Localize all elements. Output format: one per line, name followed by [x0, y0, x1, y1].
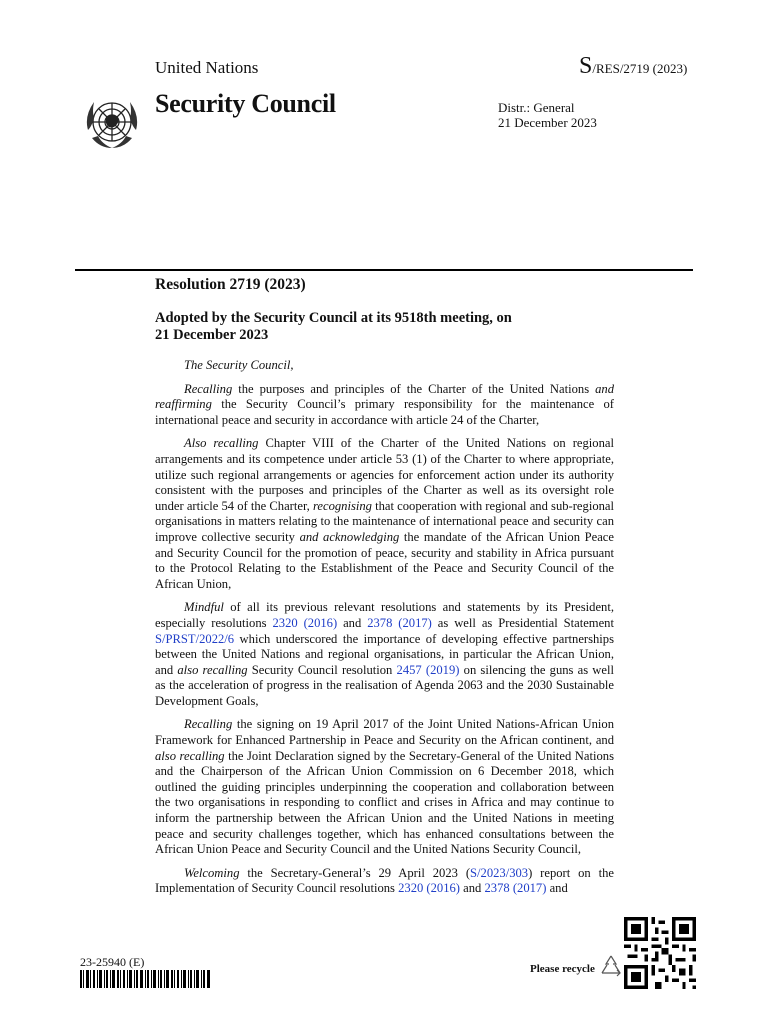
p5-text-1: the Secretary-General’s 29 April 2023 (: [239, 865, 471, 880]
p3-text-3: as well as Presidential Statement: [431, 615, 614, 630]
p5-text-3: and: [460, 881, 485, 896]
p1-italic-1: Recalling: [184, 381, 233, 396]
distribution-info: [498, 100, 597, 130]
link-resolution-2457[interactable]: 2457 (2019): [396, 662, 460, 677]
p2-text-1: Chapter VIII of the Charter of the United Nations on regional arrangements and its competence under article 53 (1) of the Charter to where appropriate, utilize such regional arrangements or agencies for enforcement action under its authority consistent with the purposes and principles of the Charter as well as its oversight role under article 54 of the Charter,: [155, 436, 614, 513]
link-prst-2022-6[interactable]: S/PRST/2022/6: [155, 631, 235, 646]
link-resolution-2378[interactable]: 2378 (2017): [367, 615, 432, 630]
distribution-label: Distr.: General: [498, 100, 575, 115]
recycle-note: Please recycle: [530, 963, 595, 975]
paragraph-2: [155, 436, 614, 592]
link-s-2023-303[interactable]: S/2023/303: [470, 865, 529, 880]
adoption-statement: [155, 310, 575, 344]
p2-text-3: the mandate of the African Union Peace and Security Council for the promotion of peace, security and stability in Africa pursuant to the Protocol Relating to the Establishment of the Peace and Security Council of the African Union,: [155, 529, 614, 591]
un-emblem-icon: [80, 90, 144, 154]
document-symbol: [579, 53, 687, 80]
p3-text-2: and: [337, 615, 368, 630]
p1-text-2: the Security Council’s primary responsibility for the maintenance of international peace and security in accordance with article 24 of the Charter,: [155, 397, 614, 427]
p3-italic-1: Mindful: [184, 600, 224, 615]
document-number: 23-25940 (E): [80, 955, 145, 969]
header-rule: [75, 269, 693, 271]
paragraph-5: [155, 866, 614, 897]
qr-code-icon: [624, 917, 696, 989]
p2-text-2: that cooperation with regional and sub-regional organisations in matters relating to the maintenance of international peace and security can improve collective security: [155, 498, 614, 544]
p4-italic-2: also recalling: [155, 748, 225, 763]
p5-text-2: ) report on the Implementation of Security Council resolutions: [155, 865, 614, 896]
p4-italic-1: Recalling: [184, 717, 233, 732]
p5-text-4: and: [546, 881, 568, 896]
p1-italic-2: and reaffirming: [155, 381, 614, 412]
resolution-title: Resolution 2719 (2023): [155, 276, 306, 293]
paragraph-3: [155, 600, 614, 709]
p1-text-1: the purposes and principles of the Charter of the United Nations: [232, 381, 596, 396]
resolution-body: [155, 358, 614, 905]
p3-text-6: on silencing the guns as well as the acceleration of progress in the realisation of Agenda 2063 and the 2030 Sustainable Development Goals,: [155, 662, 614, 708]
link-resolution-2320[interactable]: 2320 (2016): [272, 615, 338, 630]
p2-italic-2: recognising: [312, 498, 372, 513]
preamble-intro-text: The Security Council,: [184, 358, 294, 372]
preamble-intro: [155, 358, 614, 374]
document-date: 21 December 2023: [498, 115, 597, 130]
paragraph-4: [155, 717, 614, 857]
adoption-line-2: 21 December 2023: [155, 327, 269, 343]
p2-italic-1: Also recalling: [184, 436, 259, 451]
recycle-icon: [598, 953, 624, 979]
p3-text-4: which underscored the importance of developing effective partnerships between the United Nations and regional organisations, in particular the African Union, and: [155, 631, 614, 677]
p3-italic-2: also recalling: [177, 662, 248, 677]
council-title: Security Council: [155, 89, 336, 118]
symbol-series-letter: S: [579, 53, 593, 79]
symbol-number: /RES/2719 (2023): [592, 61, 688, 76]
p5-italic-1: Welcoming: [184, 865, 240, 880]
organization-name: United Nations: [155, 58, 259, 77]
link-resolution-2320-b[interactable]: 2320 (2016): [398, 881, 461, 896]
barcode-icon: [80, 970, 210, 988]
paragraph-1: [155, 382, 614, 429]
p3-text-5: Security Council resolution: [247, 662, 397, 677]
p2-italic-3: and acknowledging: [299, 529, 400, 544]
p4-text-2: the Joint Declaration signed by the Secretary-General of the United Nations and the Chairperson of the African Union Commission on 6 December 2018, which outlined the guiding principles underpinning the cooperation and collaboration between the two organisations in responding to conflict and crises in Africa and may continue to inform the partnership between the African Union and the United Nations in meeting peace and security challenges together, which has enhanced consultations between the African Union Peace and Security Council and the United Nations Security Council,: [155, 748, 614, 857]
link-resolution-2378-b[interactable]: 2378 (2017): [484, 881, 547, 896]
adoption-line-1: Adopted by the Security Council at its 9518th meeting, on: [155, 310, 512, 326]
p3-text-1: of all its previous relevant resolutions and statements by its President, especially resolutions: [155, 600, 614, 630]
p4-text-1: the signing on 19 April 2017 of the Joint United Nations-African Union Framework for Enhanced Partnership in Peace and Security on the African continent, and: [155, 717, 614, 748]
